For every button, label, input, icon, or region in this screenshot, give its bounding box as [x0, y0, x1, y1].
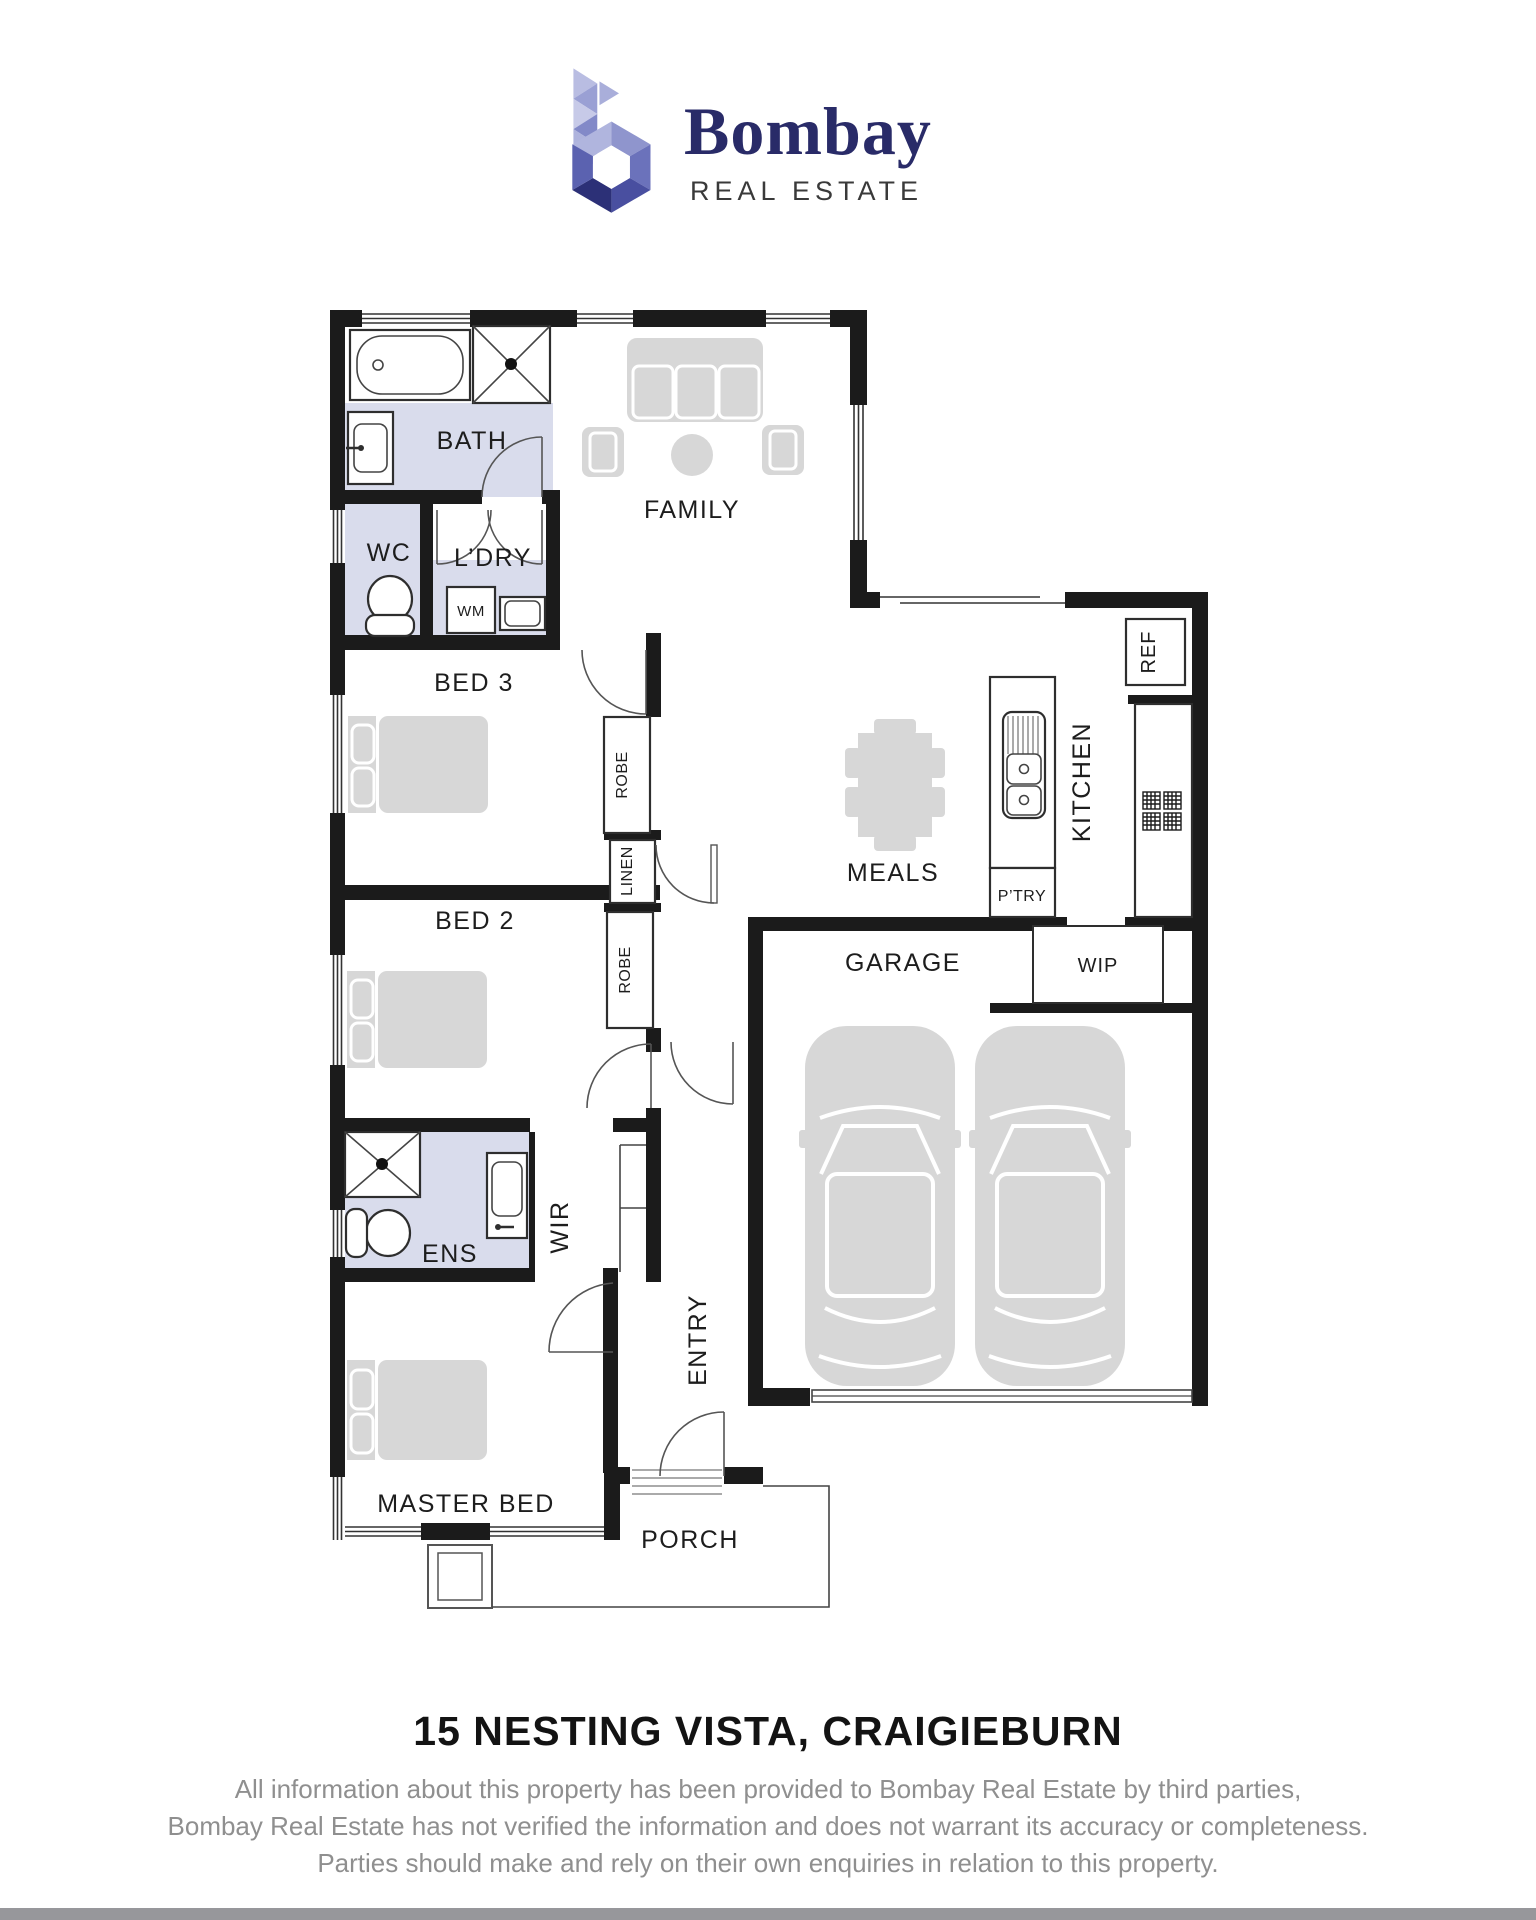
- footer: [0, 1708, 1536, 1882]
- window: [850, 405, 867, 540]
- garage-car-icon: [799, 1026, 961, 1386]
- ensuite-toilet-icon: [346, 1209, 410, 1257]
- bed2-door: [587, 1044, 651, 1108]
- label-linen: LINEN: [619, 846, 636, 896]
- porch-step: [632, 1470, 722, 1494]
- family-armchair-icon: [762, 425, 804, 475]
- bathtub-icon: [350, 330, 470, 400]
- label-fridge: REF: [1138, 630, 1160, 674]
- wc-toilet-icon: [366, 576, 414, 636]
- room-label-garage: GARAGE: [845, 949, 961, 977]
- garage-car-icon: [969, 1026, 1131, 1386]
- room-label-bed2: BED 2: [435, 907, 515, 935]
- room-label-meals: MEALS: [846, 859, 940, 887]
- disclaimer-line-1: All information about this property has been provided to Bombay Real Estate by third parties,: [234, 1774, 1302, 1804]
- front-door: [660, 1412, 724, 1476]
- laundry-trough-icon: [500, 597, 545, 630]
- room-label-family: FAMILY: [643, 496, 741, 524]
- window: [330, 1210, 345, 1257]
- meals-dining-set-icon: [845, 719, 945, 851]
- label-robe-bed3: ROBE: [614, 751, 631, 799]
- kitchen-bench: [1135, 704, 1192, 917]
- wir-shelving: [620, 1145, 646, 1272]
- window: [362, 310, 470, 327]
- label-washing-machine: WM: [457, 603, 485, 620]
- disclaimer-line-3: Parties should make and rely on their own enquiries in relation to this property.: [317, 1848, 1219, 1878]
- room-label-pantry: P’TRY: [997, 888, 1047, 905]
- room-label-entry: ENTRY: [684, 1294, 712, 1386]
- ensuite-vanity-icon: [487, 1153, 527, 1238]
- window: [330, 510, 345, 563]
- window: [330, 695, 345, 813]
- master-double-bed-icon: [347, 1360, 487, 1460]
- hall-door: [656, 845, 717, 903]
- garage-panel-door: [812, 1390, 1192, 1402]
- label-robe-bed2: ROBE: [617, 946, 634, 994]
- room-label-wir: WIR: [546, 1200, 574, 1254]
- property-address-title: 15 NESTING VISTA, CRAIGIEBURN: [413, 1708, 1123, 1754]
- suite-door: [671, 1042, 733, 1104]
- disclaimer-line-2: Bombay Real Estate has not verified the information and does not warrant its accuracy or completeness.: [167, 1811, 1369, 1841]
- window: [766, 310, 830, 327]
- bed3-door: [582, 650, 646, 714]
- window: [330, 955, 345, 1065]
- family-armchair-icon: [582, 427, 624, 477]
- room-label-wc: WC: [366, 539, 412, 567]
- room-label-kitchen: KITCHEN: [1068, 721, 1096, 843]
- coffee-table-icon: [671, 434, 713, 476]
- bed2-double-bed-icon: [347, 971, 487, 1068]
- family-sofa-icon: [627, 338, 763, 422]
- window: [330, 1477, 345, 1540]
- room-label-bed3: BED 3: [434, 669, 514, 697]
- kitchen-sink-icon: [1003, 712, 1045, 818]
- room-label-bath: BATH: [436, 427, 508, 455]
- brand-name: Bombay: [684, 93, 932, 169]
- bath-vanity-icon: [346, 412, 393, 484]
- room-label-ensuite: ENS: [422, 1240, 478, 1268]
- room-label-porch: PORCH: [641, 1526, 739, 1554]
- porch-post: [428, 1545, 492, 1608]
- brand-tagline: REAL ESTATE: [690, 176, 924, 206]
- ensuite-shower-icon: [345, 1132, 420, 1197]
- shower-icon: [473, 326, 550, 403]
- bed3-double-bed-icon: [348, 716, 488, 813]
- page-bottom-edge: [0, 1908, 1536, 1920]
- room-label-master: MASTER BED: [377, 1490, 555, 1518]
- room-label-wip: WIP: [1077, 955, 1119, 977]
- window: [577, 310, 633, 327]
- window: [880, 592, 1065, 608]
- porch-sill: [421, 1523, 490, 1540]
- room-label-laundry: L’DRY: [454, 544, 532, 572]
